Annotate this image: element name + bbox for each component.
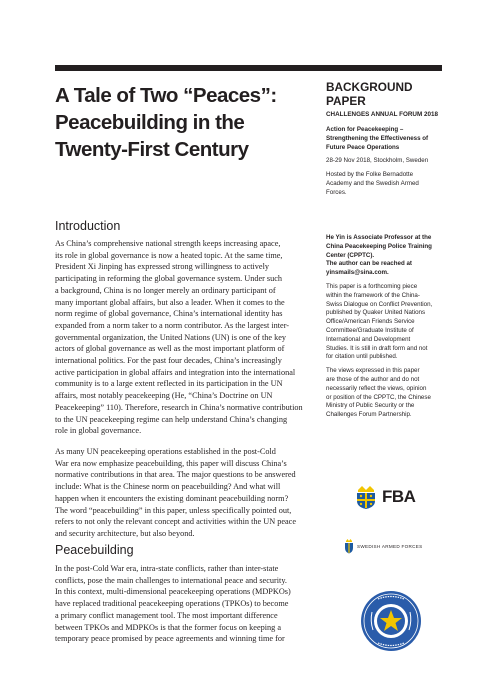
text-line: its role in global governance is now a heated topic. At the same time, [55,250,283,260]
text-line: In this context, multi-dimensional peacekeeping operations (MDPKOs) [55,587,291,597]
intro-paragraph-1 [55,238,317,437]
swedish-armed-forces-text: SWEDISH ARMED FORCES [357,543,423,549]
text-line: have replaced traditional peacekeeping operations (TPKOs) to become [55,599,289,609]
theme-line: Action for Peacekeeping – [326,126,404,133]
text-line: normative contributions in that area. The major questions to be answered [55,470,296,480]
host-line: Hosted by the Folke Bernadotte [326,171,414,179]
text-line: affairs, most notably peacekeeping (He, “China’s Doctrine on UN [55,391,273,401]
top-rule [55,65,442,71]
text-line: The word “peacebuilding” in this paper, unless specifically pointed out, [55,505,292,515]
text-line: to the UN peacekeeping regime can help understand China’s changing [55,414,288,424]
peacebuilding-paragraph-1 [55,563,317,645]
text-line: President Xi Jinping has expressed strong willingness to actively [55,262,270,272]
sidebar [326,80,446,198]
text-line: governmental organization, the United Nations (UN) is one of the key [55,332,287,342]
text-line: conflicts, pose the main challenges to international peace and security. [55,575,287,585]
title-line: A Tale of Two “Peaces”: [55,84,277,107]
intro-paragraph-2 [55,446,317,540]
author-bio-line: He Yin is Associate Professor at the [326,234,432,241]
text-line: between TPKOs and MDPKOs is that the former focus on keeping a [55,622,281,632]
text-line: temporary peace promised by peace agreements and winning time for [55,634,285,644]
forum-label: CHALLENGES ANNUAL FORUM 2018 [326,111,438,118]
disclaimer-line: Challenges Forum Partnership. [326,411,412,419]
theme-line: Strengthening the Effectiveness of [326,134,429,142]
text-line: many important global affairs, but also a leader. When it comes to the [55,297,285,307]
text-line: international politics. For the past four decades, China’s increasingly [55,356,282,366]
author-email: yinsmails@sina.com. [326,269,389,277]
paper-note-line: within the framework of the China- [326,291,420,299]
text-line: a background, China is no longer merely an ordinary participant of [55,285,276,295]
text-line: expanded from a norm taker to a norm contributor. As the largest inter- [55,320,290,330]
paper-note-line: This paper is a forthcoming piece [326,282,418,290]
text-line: War era now emphasize peacebuilding, this paper will discuss China’s [55,458,287,468]
title-line: Peacebuilding in the [55,111,245,134]
peacebuilding-heading: Peacebuilding [55,543,134,557]
text-line: refers to not only the relevant concept and activities within the UN peace [55,517,296,527]
swedish-armed-forces-logo [344,538,422,554]
text-line: community is to a large extent reflected in its participation in the UN [55,379,283,389]
fba-crest-icon [355,484,377,510]
text-line: active participation in global affairs and integration into the international [55,367,296,377]
disclaimer-line: or position of the CPPTC, the Chinese [326,393,431,401]
text-line: As many UN peacekeeping operations established in the post-Cold [55,447,276,456]
host-line: Academy and the Swedish Armed [326,179,419,187]
disclaimer-line: necessarily reflect the views, opinion [326,384,427,392]
title-line: Twenty-First Century [55,138,249,161]
background-paper-label: BACKGROUND PAPER [326,80,413,108]
text-line: actors of global governance as well as the most important platform of [55,344,285,354]
paper-note-line: Committee/Graduate Institute of [326,326,414,334]
forum-theme [326,126,446,198]
host-line: Forces. [326,188,347,196]
author-bio-line: China Peacekeeping Police Training [326,242,432,250]
author-bio-line: The author can be reached at [326,260,412,268]
text-line: include: What is the Chinese norm on peacebuilding? And what will [55,482,281,492]
text-line: role in global governance. [55,426,142,436]
text-line: happen when it encounters the existing dominant peacebuilding norm? [55,493,289,503]
text-line: In the post-Cold War era, intra-state conflicts, rather than inter-state [55,564,279,573]
cpptc-emblem-icon [360,590,422,652]
paper-note-line: for citation until published. [326,353,398,361]
author-info [326,234,451,420]
theme-line: Future Peace Operations [326,143,400,151]
text-line: a primary conflict management tool. The most important difference [55,610,278,620]
paper-note-line: published by Quaker United Nations [326,309,426,317]
disclaimer-line: Ministry of Public Security or the [326,402,415,410]
swedish-armed-forces-crest-icon [344,538,354,554]
cpptc-logo [360,590,422,657]
text-line: norm regime of global governance, China’s international identity has [55,309,283,319]
fba-logo-text: FBA [382,487,416,506]
paper-note-line: Office/American Friends Service [326,318,415,326]
event-date: 28-29 Nov 2018, Stockholm, Sweden [326,157,429,165]
text-line: and security architecture, but also beyond. [55,528,195,538]
author-bio-line: Center (CPPTC). [326,251,375,259]
page-title [55,82,305,163]
disclaimer-line: The views expressed in this paper [326,367,420,375]
disclaimer-line: are those of the author and do not [326,375,420,383]
fba-logo [355,484,415,510]
paper-note-line: Swiss Dialogue on Conflict Prevention, [326,300,433,308]
paper-note-line: Studies. It is still in draft form and not [326,344,428,352]
text-line: As China’s comprehensive national strength keeps increasing apace, [55,239,281,248]
text-line: participating in reforming the global governance system. Under such [55,274,283,284]
paper-note-line: International and Development [326,335,411,343]
introduction-heading: Introduction [55,219,121,233]
text-line: Peacekeeping” 110). Therefore, research in China’s normative contribution [55,402,303,412]
